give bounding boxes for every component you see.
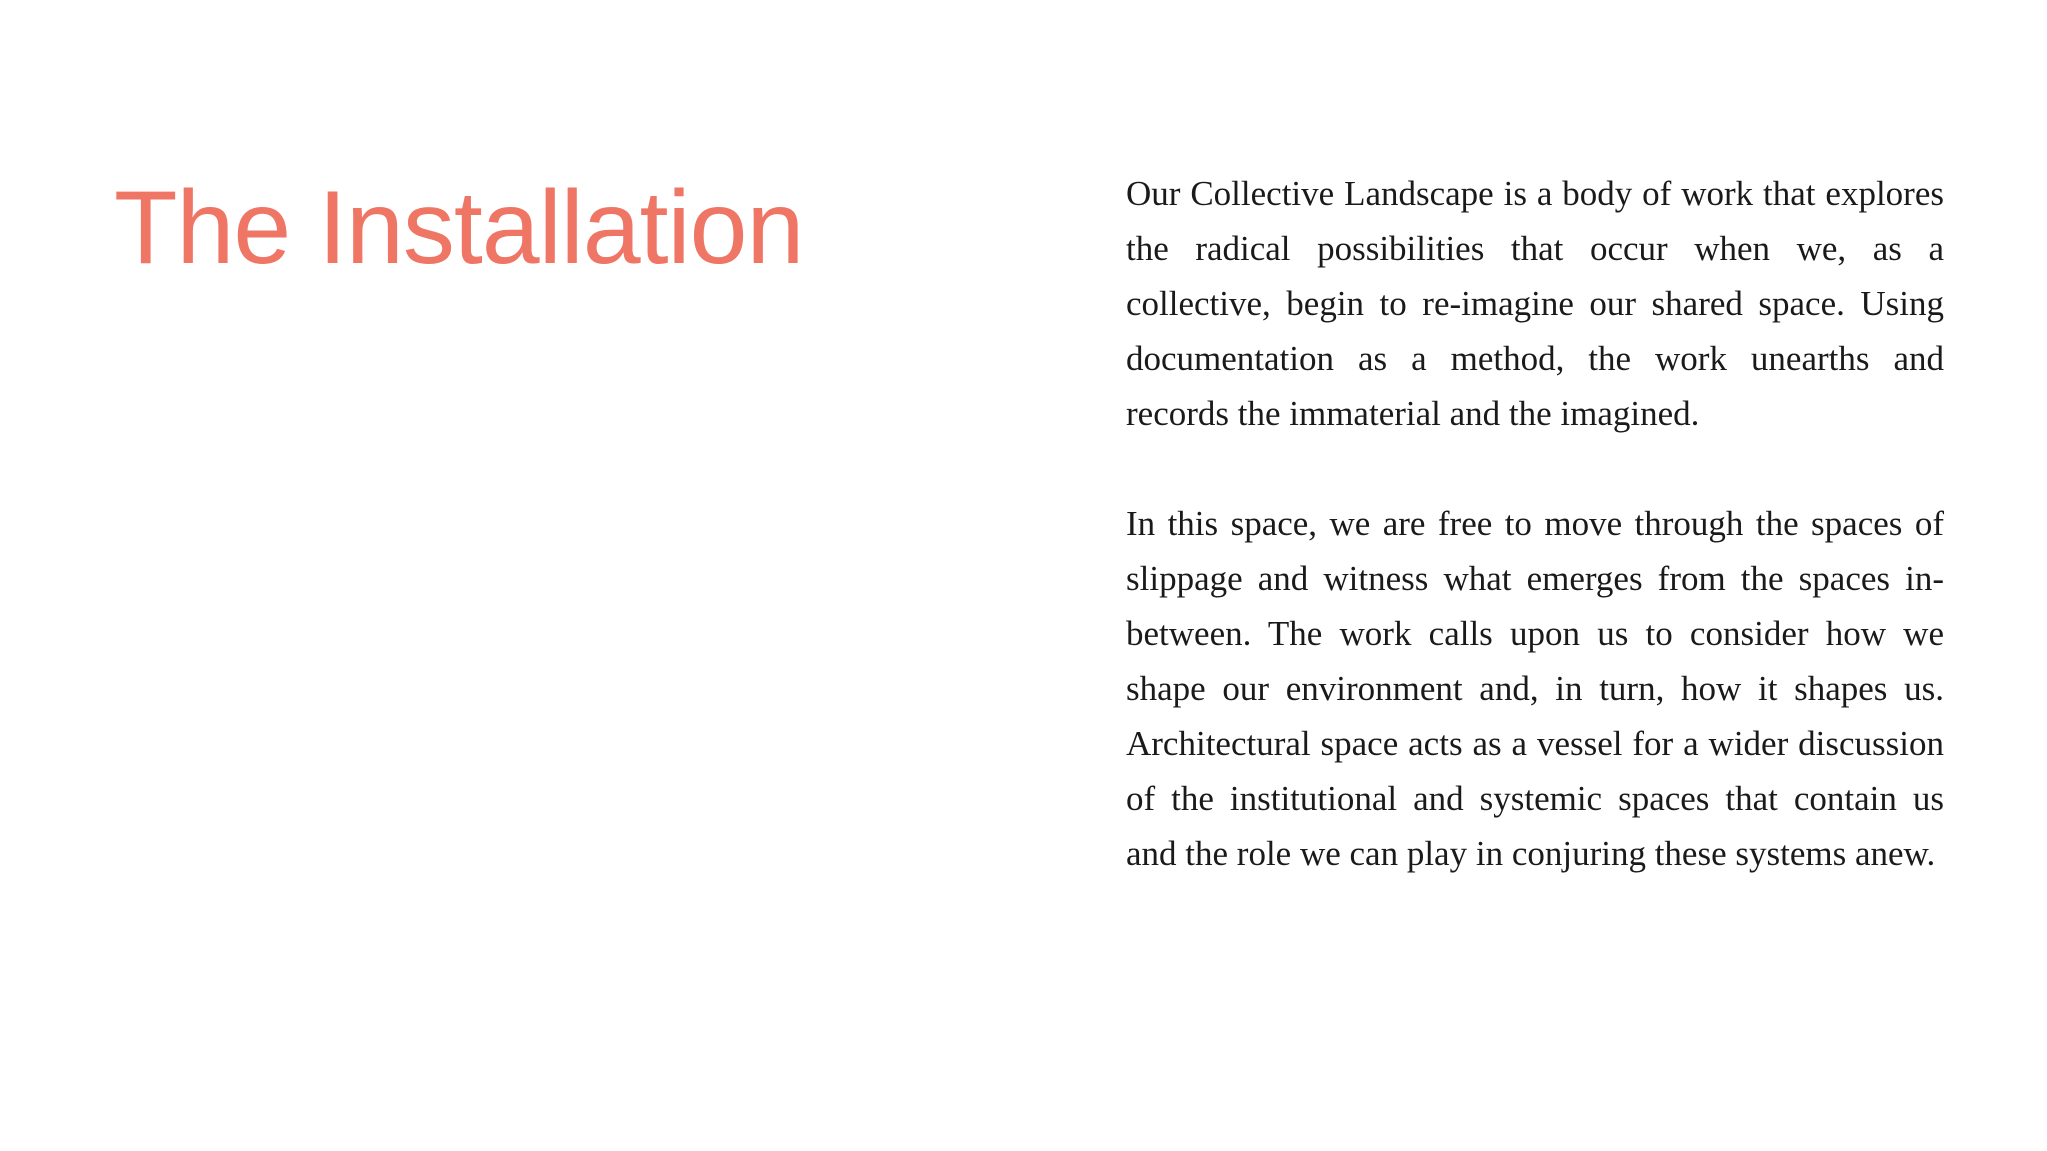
body-text [1126,166,1944,881]
paragraph-space: In this space, we are free to move through the spaces of slippage and witness what emerges from the spaces in-between. The work calls upon us to consider how we shape our environment and, in turn, how it shapes us. Architectural space acts as a vessel for a wider discussion of the institutional and systemic spaces that contain us and the role we can play in conjuring these systems anew. [1126,504,1944,873]
slide-title: The Installation [114,170,804,286]
paragraph-intro: Our Collective Landscape is a body of work that explores the radical possibilities that occur when we, as a collective, begin to re-imagine our shared space. Using documentation as a method, the work unearths and records the immaterial and the imagined. [1126,174,1944,433]
